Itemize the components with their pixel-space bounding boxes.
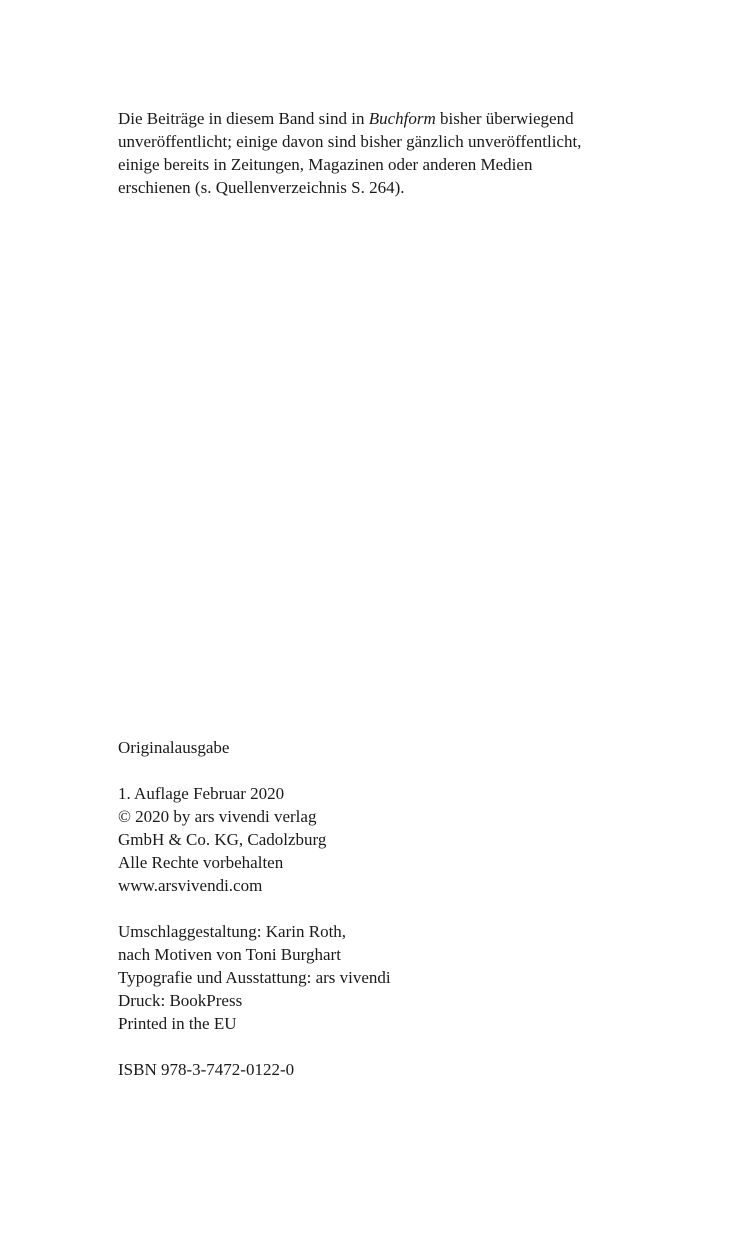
intro-line-1-end: bisher überwiegend bbox=[435, 109, 574, 128]
spacer bbox=[118, 759, 518, 782]
isbn: ISBN 978-3-7472-0122-0 bbox=[118, 1060, 295, 1079]
intro-italic-word: Buchform bbox=[368, 109, 436, 128]
cover-design: Umschlaggestaltung: Karin Roth, bbox=[118, 922, 347, 941]
copyright: © 2020 by ars vivendi verlag bbox=[118, 807, 317, 826]
cover-motifs: nach Motiven von Toni Burghart bbox=[118, 945, 341, 964]
intro-line-1-start: Die Beiträge in diesem Band sind in bbox=[118, 109, 369, 128]
intro-line-4: erschienen (s. Quellenverzeichnis S. 264). bbox=[118, 178, 405, 197]
typography: Typografie und Ausstattung: ars vivendi bbox=[118, 968, 391, 987]
intro-line-3: einige bereits in Zeitungen, Magazinen oder anderen Medien bbox=[118, 155, 533, 174]
publisher: GmbH & Co. KG, Cadolzburg bbox=[118, 830, 327, 849]
intro-line-2: unveröffentlicht; einige davon sind bisher gänzlich unveröffentlicht, bbox=[118, 132, 582, 151]
imprint-block bbox=[118, 736, 518, 1081]
spacer bbox=[118, 1035, 518, 1058]
intro-paragraph bbox=[118, 107, 648, 199]
spacer bbox=[118, 897, 518, 920]
printed-in: Printed in the EU bbox=[118, 1014, 237, 1033]
rights: Alle Rechte vorbehalten bbox=[118, 853, 284, 872]
intro-line-1 bbox=[118, 107, 648, 130]
website: www.arsvivendi.com bbox=[118, 876, 263, 895]
print: Druck: BookPress bbox=[118, 991, 243, 1010]
edition: 1. Auflage Februar 2020 bbox=[118, 784, 285, 803]
edition-type: Originalausgabe bbox=[118, 738, 230, 757]
